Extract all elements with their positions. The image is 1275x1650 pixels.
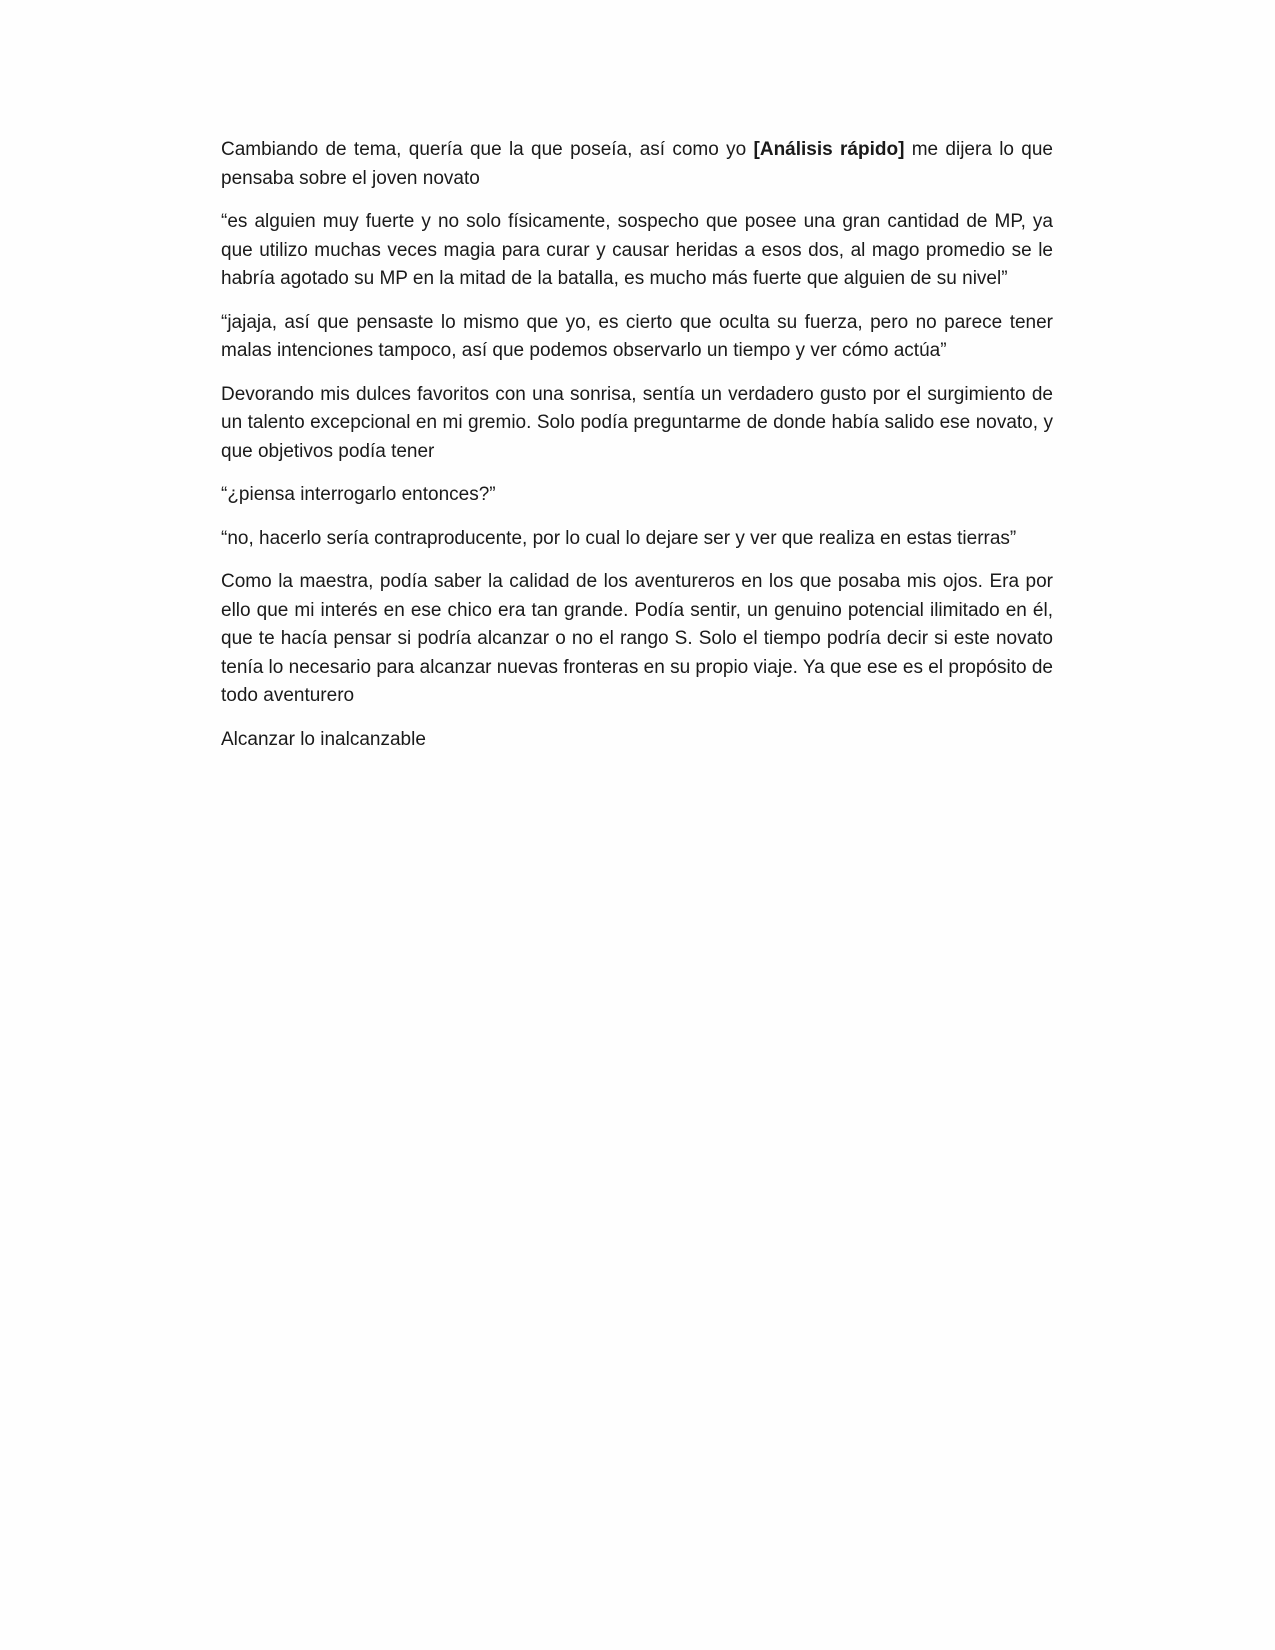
document-body	[221, 136, 1053, 769]
paragraph-1-text-start: Cambiando de tema, quería que la que poseía, así como yo	[221, 139, 754, 160]
paragraph-7: Como la maestra, podía saber la calidad de los aventureros en los que posaba mis ojos. Era por ello que mi interés en ese chico era tan grande. Podía sentir, un genuino potencial ilimitado en él, que te hacía pensar si podría alcanzar o no el rango S. Solo el tiempo podría decir si este novato tenía lo necesario para alcanzar nuevas fronteras en su propio viaje. Ya que ese es el propósito de todo aventurero	[221, 571, 1053, 706]
paragraph-4: Devorando mis dulces favoritos con una sonrisa, sentía un verdadero gusto por el surgimiento de un talento excepcional en mi gremio. Solo podía preguntarme de donde había salido ese novato, y que objetivos podía tener	[221, 383, 1053, 462]
paragraph-1-text-end: me dijera lo que pensaba sobre el joven novato	[221, 139, 1054, 189]
paragraph-8: Alcanzar lo inalcanzable	[221, 728, 426, 750]
paragraph-1	[221, 136, 1053, 193]
paragraph-5: “¿piensa interrogarlo entonces?”	[221, 484, 496, 505]
paragraph-2: “es alguien muy fuerte y no solo físicamente, sospecho que posee una gran cantidad de MP, ya que utilizo muchas veces magia para curar y causar heridas a esos dos, al mago promedio se le habría agotado su MP en la mitad de la batalla, es mucho más fuerte que alguien de su nivel”	[221, 211, 1053, 289]
paragraph-6: “no, hacerlo sería contraproducente, por lo cual lo dejare ser y ver que realiza en estas tierras”	[221, 527, 1017, 549]
skill-name-bold: [Análisis rápido]	[753, 139, 905, 160]
paragraph-3: “jajaja, así que pensaste lo mismo que yo, es cierto que oculta su fuerza, pero no parece tener malas intenciones tampoco, así que podemos observarlo un tiempo y ver cómo actúa”	[221, 311, 1053, 361]
